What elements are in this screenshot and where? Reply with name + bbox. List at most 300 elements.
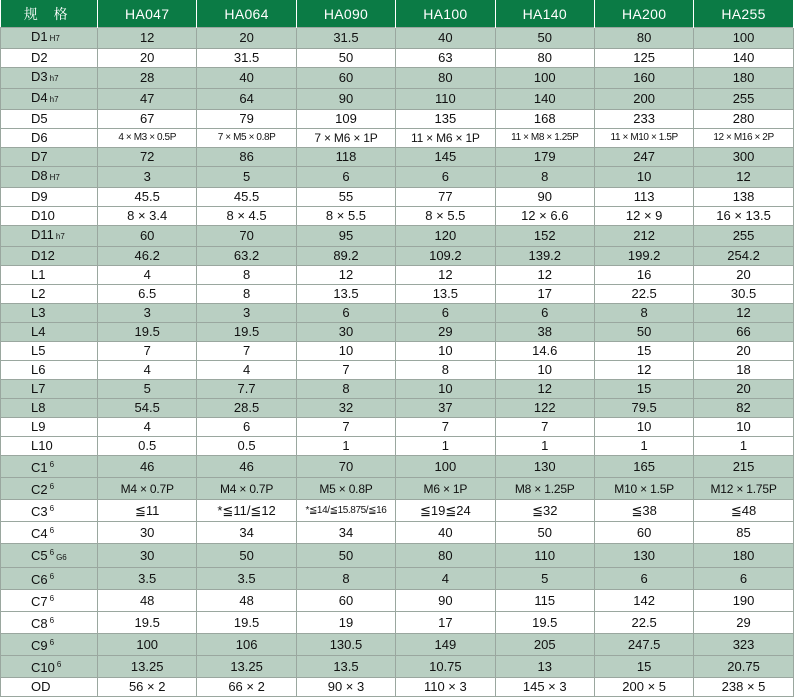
row-label-cell [1, 226, 98, 247]
value-cell: 7 [98, 342, 197, 361]
table-row [1, 418, 794, 437]
value-cell: 18 [694, 361, 793, 380]
value-cell: 16 [594, 266, 693, 285]
row-label-cell [1, 304, 98, 323]
value-cell: 11 × M10 × 1.5P [594, 129, 693, 148]
value-cell: 6 [594, 568, 693, 590]
value-cell: 140 [694, 49, 793, 68]
value-cell: 135 [396, 110, 495, 129]
value-cell: M5 × 0.8P [296, 478, 395, 500]
value-cell: 3.5 [98, 568, 197, 590]
row-label-superscript: 6 [49, 616, 55, 625]
value-cell: 13 [495, 656, 594, 678]
value-cell: 48 [197, 590, 296, 612]
value-cell: 60 [594, 522, 693, 544]
row-label-cell [1, 456, 98, 478]
row-label: L4 [31, 324, 46, 339]
value-cell: 6 [396, 167, 495, 188]
value-cell: 20 [197, 28, 296, 49]
value-cell: 10 [296, 342, 395, 361]
value-cell: 140 [495, 89, 594, 110]
table-row [1, 167, 794, 188]
value-cell: 109 [296, 110, 395, 129]
value-cell: 34 [197, 522, 296, 544]
row-label-cell [1, 129, 98, 148]
row-label-superscript: 6 [49, 482, 55, 491]
header-model: HA090 [296, 0, 395, 28]
value-cell: 37 [396, 399, 495, 418]
row-label: C2 [31, 482, 48, 497]
value-cell: 160 [594, 68, 693, 89]
value-cell: 3 [98, 304, 197, 323]
row-label: D8 [31, 168, 48, 183]
table-row [1, 129, 794, 148]
value-cell: 95 [296, 226, 395, 247]
row-label-cell [1, 110, 98, 129]
value-cell: 7 [495, 418, 594, 437]
row-label-superscript: 6 [49, 572, 55, 581]
table-row [1, 266, 794, 285]
row-label-cell [1, 207, 98, 226]
value-cell: 60 [296, 68, 395, 89]
value-cell: 80 [396, 68, 495, 89]
value-cell: 55 [296, 188, 395, 207]
value-cell: 10 [495, 361, 594, 380]
value-cell: ≦32 [495, 500, 594, 522]
value-cell: 180 [694, 544, 793, 568]
header-model: HA047 [98, 0, 197, 28]
row-label-superscript: 6 [56, 660, 62, 669]
row-label: OD [31, 679, 51, 694]
value-cell: 6.5 [98, 285, 197, 304]
row-label-cell [1, 380, 98, 399]
value-cell: 3.5 [197, 568, 296, 590]
value-cell: 12 × 9 [594, 207, 693, 226]
row-label-cell [1, 342, 98, 361]
value-cell: 8 [296, 380, 395, 399]
value-cell: 47 [98, 89, 197, 110]
row-label: D6 [31, 130, 48, 145]
value-cell: 3 [98, 167, 197, 188]
value-cell: 11 × M8 × 1.25P [495, 129, 594, 148]
value-cell: 46 [98, 456, 197, 478]
value-cell: 6 [296, 304, 395, 323]
value-cell: 90 [296, 89, 395, 110]
value-cell: 34 [296, 522, 395, 544]
row-label: C5 [31, 548, 48, 563]
value-cell: 100 [495, 68, 594, 89]
row-label-cell [1, 167, 98, 188]
value-cell: 70 [197, 226, 296, 247]
value-cell: 90 [495, 188, 594, 207]
row-label: C1 [31, 460, 48, 475]
row-label-tolerance: h7 [49, 74, 59, 83]
header-spec: 规 格 [1, 0, 98, 28]
header-model: HA200 [594, 0, 693, 28]
value-cell: 1 [296, 437, 395, 456]
value-cell: 7 [396, 418, 495, 437]
value-cell: 3 [197, 304, 296, 323]
row-label: L10 [31, 438, 53, 453]
value-cell: 1 [396, 437, 495, 456]
table-row [1, 456, 794, 478]
value-cell: 20 [694, 380, 793, 399]
value-cell: 13.5 [396, 285, 495, 304]
row-label: D4 [31, 90, 48, 105]
value-cell: 63.2 [197, 247, 296, 266]
row-label-cell [1, 478, 98, 500]
table-row [1, 342, 794, 361]
value-cell: 82 [694, 399, 793, 418]
value-cell: 12 [98, 28, 197, 49]
table-row [1, 380, 794, 399]
value-cell: 0.5 [98, 437, 197, 456]
value-cell: ≦19≦24 [396, 500, 495, 522]
table-row [1, 437, 794, 456]
value-cell: 13.5 [296, 285, 395, 304]
table-row [1, 247, 794, 266]
value-cell: 180 [694, 68, 793, 89]
value-cell: 145 [396, 148, 495, 167]
value-cell: 12 × 6.6 [495, 207, 594, 226]
value-cell: 12 [495, 266, 594, 285]
table-row [1, 590, 794, 612]
value-cell: 13.25 [197, 656, 296, 678]
value-cell: 17 [495, 285, 594, 304]
row-label: L7 [31, 381, 46, 396]
value-cell: 45.5 [98, 188, 197, 207]
table-row [1, 678, 794, 697]
value-cell: 70 [296, 456, 395, 478]
value-cell: 60 [296, 590, 395, 612]
value-cell: 6 [694, 568, 793, 590]
value-cell: 118 [296, 148, 395, 167]
row-label-cell [1, 522, 98, 544]
value-cell: 50 [296, 544, 395, 568]
table-row [1, 285, 794, 304]
value-cell: 45.5 [197, 188, 296, 207]
value-cell: 6 [495, 304, 594, 323]
value-cell: 130.5 [296, 634, 395, 656]
value-cell: 13.25 [98, 656, 197, 678]
value-cell: 19.5 [495, 612, 594, 634]
value-cell: 7.7 [197, 380, 296, 399]
value-cell: 20 [694, 342, 793, 361]
table-row [1, 522, 794, 544]
value-cell: 4 [197, 361, 296, 380]
value-cell: 60 [98, 226, 197, 247]
header-model: HA100 [396, 0, 495, 28]
table-row [1, 148, 794, 167]
value-cell: 80 [594, 28, 693, 49]
table-row [1, 399, 794, 418]
row-label-cell [1, 49, 98, 68]
row-label-superscript: 6 [49, 594, 55, 603]
row-label-cell [1, 399, 98, 418]
row-label-cell [1, 590, 98, 612]
row-label-tolerance: H7 [49, 173, 60, 182]
value-cell: 4 [396, 568, 495, 590]
header-model: HA140 [495, 0, 594, 28]
value-cell: 100 [694, 28, 793, 49]
value-cell: 8 × 5.5 [296, 207, 395, 226]
row-label: D10 [31, 208, 55, 223]
row-label-cell [1, 89, 98, 110]
table-row [1, 612, 794, 634]
table-row [1, 28, 794, 49]
value-cell: 38 [495, 323, 594, 342]
value-cell: 138 [694, 188, 793, 207]
value-cell: 100 [396, 456, 495, 478]
row-label-cell [1, 361, 98, 380]
value-cell: ≦11 [98, 500, 197, 522]
value-cell: M12 × 1.75P [694, 478, 793, 500]
table-row [1, 226, 794, 247]
value-cell: 12 [694, 304, 793, 323]
value-cell: 19 [296, 612, 395, 634]
value-cell: 22.5 [594, 285, 693, 304]
value-cell: 0.5 [197, 437, 296, 456]
value-cell: 17 [396, 612, 495, 634]
value-cell: 8 [594, 304, 693, 323]
row-label-cell [1, 148, 98, 167]
table-row [1, 110, 794, 129]
value-cell: 10.75 [396, 656, 495, 678]
value-cell: 66 [694, 323, 793, 342]
value-cell: 30.5 [694, 285, 793, 304]
value-cell: 40 [396, 522, 495, 544]
value-cell: 4 [98, 266, 197, 285]
row-label-superscript: 6 [49, 638, 55, 647]
value-cell: 12 × M16 × 2P [694, 129, 793, 148]
row-label-superscript: 6 [49, 548, 55, 557]
row-label: L2 [31, 286, 46, 301]
row-label-cell [1, 568, 98, 590]
row-label: L5 [31, 343, 46, 358]
row-label-cell [1, 500, 98, 522]
value-cell: 19.5 [197, 323, 296, 342]
row-label-cell [1, 266, 98, 285]
value-cell: 120 [396, 226, 495, 247]
value-cell: 12 [694, 167, 793, 188]
value-cell: 85 [694, 522, 793, 544]
value-cell: 31.5 [296, 28, 395, 49]
row-label-tolerance: H7 [49, 34, 60, 43]
value-cell: 20.75 [694, 656, 793, 678]
table-row [1, 207, 794, 226]
value-cell: 190 [694, 590, 793, 612]
value-cell: 113 [594, 188, 693, 207]
table-body [1, 28, 794, 697]
value-cell: 8 [296, 568, 395, 590]
table-row [1, 500, 794, 522]
value-cell: 109.2 [396, 247, 495, 266]
value-cell: 11 × M6 × 1P [396, 129, 495, 148]
value-cell: 5 [495, 568, 594, 590]
row-label: L8 [31, 400, 46, 415]
value-cell: 5 [98, 380, 197, 399]
row-label-cell [1, 678, 98, 697]
value-cell: 13.5 [296, 656, 395, 678]
value-cell: 110 × 3 [396, 678, 495, 697]
value-cell: 20 [98, 49, 197, 68]
value-cell: 22.5 [594, 612, 693, 634]
value-cell: 7 [296, 418, 395, 437]
value-cell: 10 [396, 380, 495, 399]
value-cell: 233 [594, 110, 693, 129]
value-cell: 19.5 [98, 612, 197, 634]
row-label: C7 [31, 594, 48, 609]
value-cell: 12 [594, 361, 693, 380]
value-cell: M4 × 0.7P [98, 478, 197, 500]
value-cell: 106 [197, 634, 296, 656]
value-cell: 280 [694, 110, 793, 129]
value-cell: 19.5 [98, 323, 197, 342]
value-cell: 15 [594, 656, 693, 678]
row-label: C3 [31, 504, 48, 519]
row-label-superscript: 6 [49, 504, 55, 513]
value-cell: 67 [98, 110, 197, 129]
value-cell: 90 × 3 [296, 678, 395, 697]
row-label-tolerance: G6 [56, 553, 67, 562]
row-label: D12 [31, 248, 55, 263]
value-cell: 199.2 [594, 247, 693, 266]
table-row [1, 478, 794, 500]
row-label: C9 [31, 638, 48, 653]
value-cell: 31.5 [197, 49, 296, 68]
row-label-cell [1, 28, 98, 49]
value-cell: 54.5 [98, 399, 197, 418]
value-cell: 4 [98, 361, 197, 380]
value-cell: 1 [495, 437, 594, 456]
value-cell: 1 [594, 437, 693, 456]
value-cell: 149 [396, 634, 495, 656]
value-cell: *≦11/≦12 [197, 500, 296, 522]
table-row [1, 323, 794, 342]
value-cell: 238 × 5 [694, 678, 793, 697]
value-cell: 48 [98, 590, 197, 612]
value-cell: 110 [495, 544, 594, 568]
row-label: D2 [31, 50, 48, 65]
row-label-cell [1, 634, 98, 656]
row-label: C10 [31, 660, 55, 675]
table-row [1, 68, 794, 89]
value-cell: 7 [197, 342, 296, 361]
value-cell: 63 [396, 49, 495, 68]
value-cell: 5 [197, 167, 296, 188]
row-label: L6 [31, 362, 46, 377]
row-label-superscript: 6 [49, 526, 55, 535]
value-cell: 90 [396, 590, 495, 612]
value-cell: 29 [396, 323, 495, 342]
value-cell: 7 [296, 361, 395, 380]
row-label: D11 [31, 227, 54, 242]
row-label-cell [1, 188, 98, 207]
header-row [1, 0, 794, 28]
value-cell: 8 × 3.4 [98, 207, 197, 226]
row-label-tolerance: h7 [55, 232, 65, 241]
value-cell: 86 [197, 148, 296, 167]
value-cell: 15 [594, 380, 693, 399]
row-label: D3 [31, 69, 48, 84]
value-cell: 19.5 [197, 612, 296, 634]
value-cell: 130 [495, 456, 594, 478]
value-cell: 66 × 2 [197, 678, 296, 697]
value-cell: 100 [98, 634, 197, 656]
value-cell: 50 [495, 28, 594, 49]
value-cell: 64 [197, 89, 296, 110]
value-cell: 50 [495, 522, 594, 544]
value-cell: 4 × M3 × 0.5P [98, 129, 197, 148]
value-cell: 323 [694, 634, 793, 656]
value-cell: 247.5 [594, 634, 693, 656]
value-cell: 12 [495, 380, 594, 399]
value-cell: 46 [197, 456, 296, 478]
value-cell: 115 [495, 590, 594, 612]
row-label: D9 [31, 189, 48, 204]
value-cell: 139.2 [495, 247, 594, 266]
row-label: L9 [31, 419, 46, 434]
value-cell: 300 [694, 148, 793, 167]
value-cell: 79 [197, 110, 296, 129]
value-cell: 1 [694, 437, 793, 456]
value-cell: 32 [296, 399, 395, 418]
value-cell: 110 [396, 89, 495, 110]
value-cell: 30 [98, 544, 197, 568]
value-cell: 20 [694, 266, 793, 285]
value-cell: 46.2 [98, 247, 197, 266]
row-label: D7 [31, 149, 48, 164]
value-cell: M6 × 1P [396, 478, 495, 500]
value-cell: 10 [594, 418, 693, 437]
value-cell: 10 [694, 418, 793, 437]
row-label: D5 [31, 111, 48, 126]
value-cell: M10 × 1.5P [594, 478, 693, 500]
row-label: L1 [31, 267, 46, 282]
header-model: HA255 [694, 0, 793, 28]
table-row [1, 656, 794, 678]
value-cell: 4 [98, 418, 197, 437]
table-row [1, 544, 794, 568]
row-label: C6 [31, 572, 48, 587]
value-cell: 8 [197, 266, 296, 285]
value-cell: 145 × 3 [495, 678, 594, 697]
value-cell: ≦48 [694, 500, 793, 522]
row-label-cell [1, 418, 98, 437]
value-cell: 40 [396, 28, 495, 49]
value-cell: 40 [197, 68, 296, 89]
value-cell: 12 [396, 266, 495, 285]
table-row [1, 361, 794, 380]
table-row [1, 568, 794, 590]
value-cell: M4 × 0.7P [197, 478, 296, 500]
value-cell: 10 [396, 342, 495, 361]
value-cell: 247 [594, 148, 693, 167]
value-cell: 29 [694, 612, 793, 634]
value-cell: 6 [197, 418, 296, 437]
row-label-cell [1, 612, 98, 634]
value-cell: 79.5 [594, 399, 693, 418]
value-cell: *≦14/≦15.875/≦16 [296, 500, 395, 522]
value-cell: 6 [396, 304, 495, 323]
value-cell: 165 [594, 456, 693, 478]
value-cell: 14.6 [495, 342, 594, 361]
value-cell: 255 [694, 226, 793, 247]
value-cell: 56 × 2 [98, 678, 197, 697]
value-cell: 16 × 13.5 [694, 207, 793, 226]
table-row [1, 634, 794, 656]
value-cell: 50 [296, 49, 395, 68]
